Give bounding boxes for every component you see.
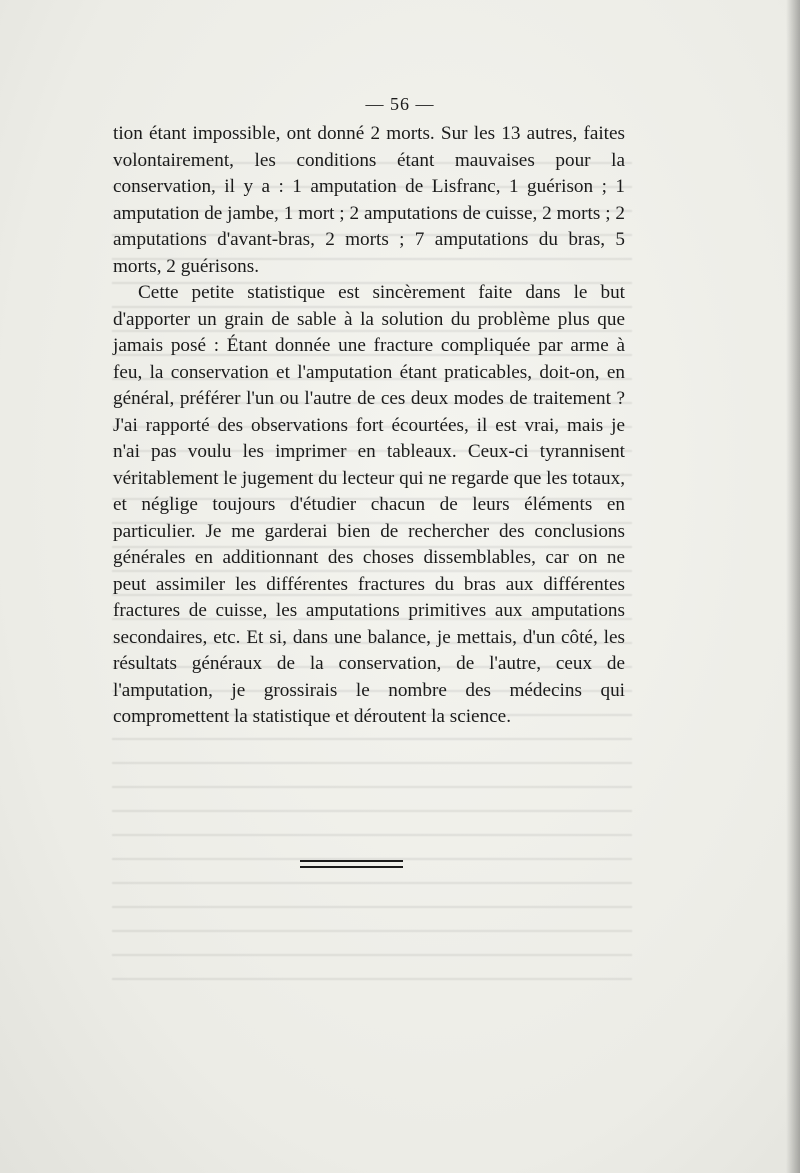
- page-number: — 56 —: [365, 94, 435, 114]
- paragraph-continuation: tion étant impossible, ont donné 2 morts. Sur les 13 autres, faites volontairement, les conditions étant mauvaises pour la conservation, il y a : 1 amputation de Lisfranc, 1 guérison ; 1 amputation de jambe, 1 mort ; 2 amputations de cuisse, 2 morts ; 2 amputations d'avant-bras, 2 morts ; 7 amputations du bras, 5 morts, 2 guérisons.: [113, 123, 625, 277]
- section-divider-top: [300, 860, 403, 862]
- body-text: [113, 121, 625, 731]
- page-edge-shadow: [786, 0, 800, 1173]
- section-divider-bottom: [300, 866, 403, 868]
- paragraph-statistics: Cette petite statistique est sincèrement faite dans le but d'apporter un grain de sable à la solution du problème plus que jamais posé : Étant donnée une fracture compliquée par arme à feu, la conservation et l'amputation étant praticables, doit-on, en général, préférer l'un ou l'autre de ces deux modes de traitement ? J'ai rapporté des observations fort écourtées, il est vrai, mais je n'ai pas voulu les imprimer en tableaux. Ceux-ci tyrannisent véritablement le jugement du lecteur qui ne regarde que les totaux, et néglige toujours d'étudier chacun de leurs éléments en particulier. Je me garderai bien de rechercher des conclusions générales en additionnant des choses dissemblables, car on ne peut assimiler les différentes fractures du bras aux différentes fractures de cuisse, les amputations primitives aux amputations secondaires, etc. Et si, dans une balance, je mettais, d'un côté, les résultats généraux de la conservation, de l'autre, ceux de l'amputation, je grossirais le nombre des médecins qui compromettent la statistique et déroutent la science.: [113, 282, 626, 727]
